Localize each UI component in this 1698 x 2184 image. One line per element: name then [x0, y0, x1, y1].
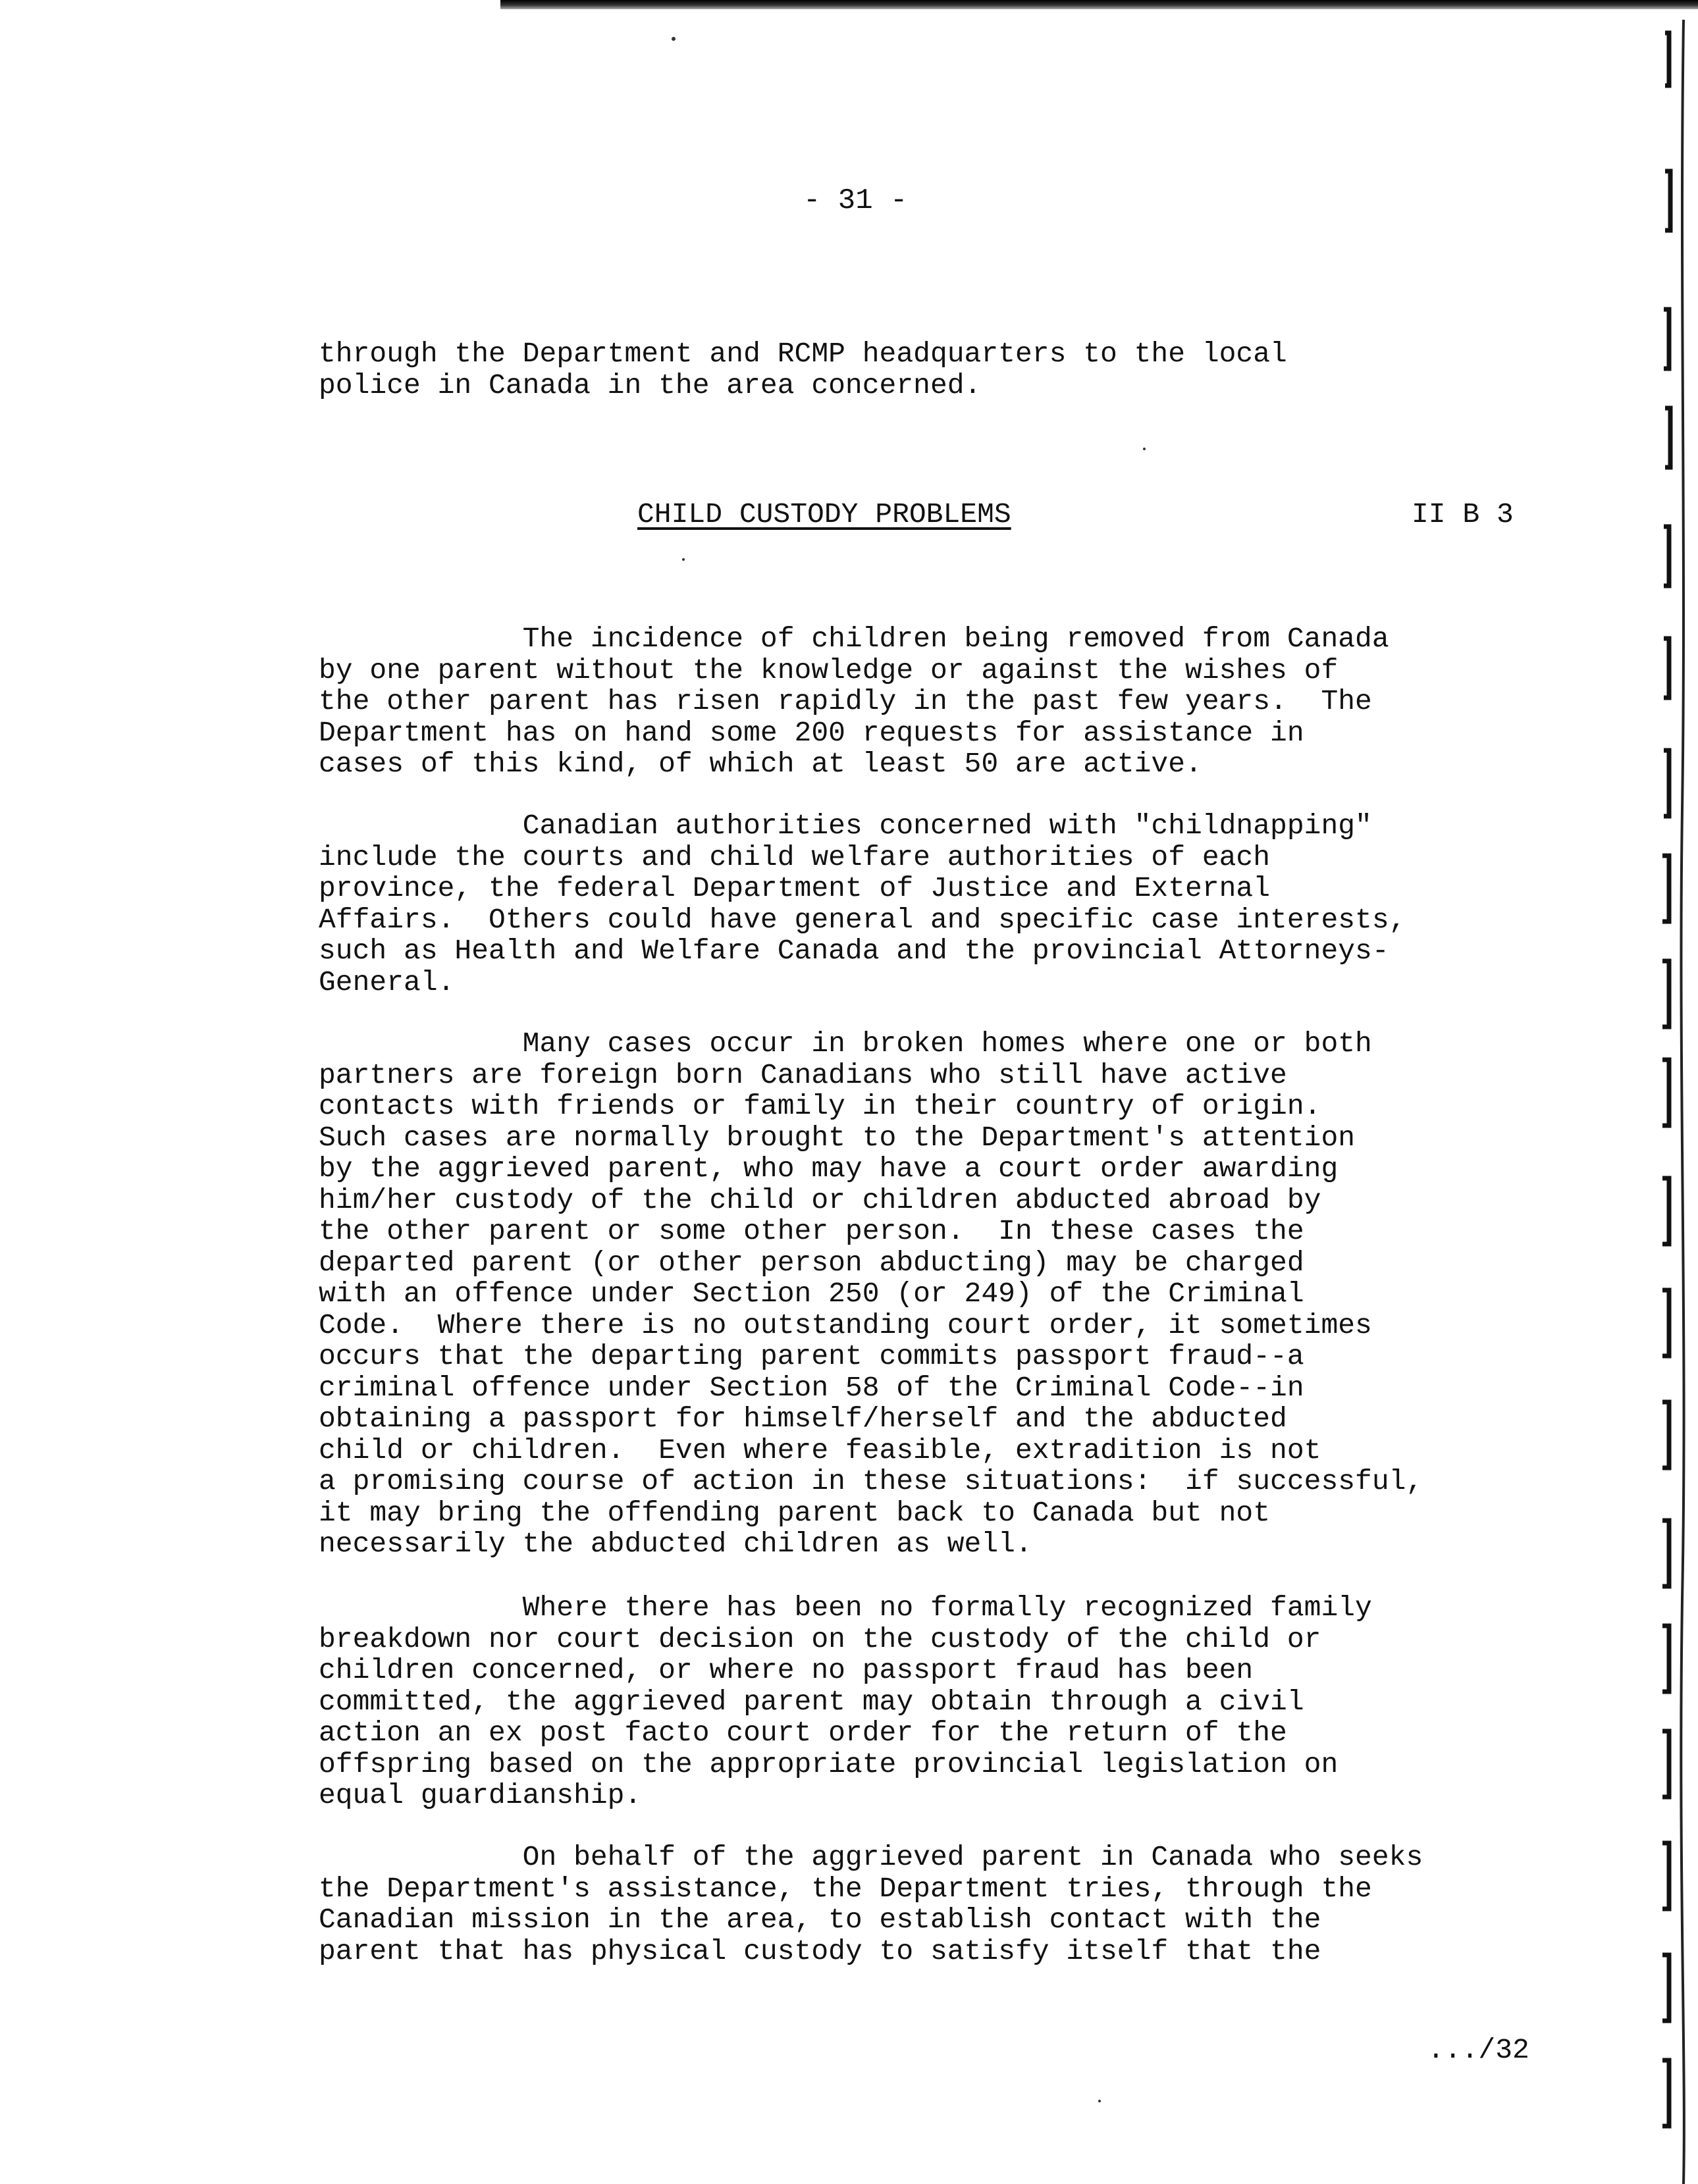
page-number: - 31 - [803, 184, 908, 217]
section-heading: CHILD CUSTODY PROBLEMS [637, 498, 1011, 531]
scan-top-edge [500, 0, 1698, 9]
binding-margin-marks [1606, 20, 1698, 2184]
continued-marker: .../32 [1427, 2034, 1529, 2066]
paragraph-5: On behalf of the aggrieved parent in Canada who seeks the Department's assistance, the Department tries, through the Canadian mission in the area, to establish contact with the parent that has physical custody to satisfy itself that the [319, 1841, 1423, 1967]
paragraph-1: The incidence of children being removed from Canada by one parent without the knowledge or against the wishes of the other parent has risen rapidly in the past few years. The Department has on hand some 200 requests for assistance in cases of this kind, of which at least 50 are active. [319, 623, 1389, 780]
scan-speck [672, 37, 676, 41]
scan-speck [1098, 2100, 1101, 2102]
paragraph-2: Canadian authorities concerned with "childnapping" include the courts and child welfare authorities of each province, the federal Department of Justice and External Affairs. Others could have general and specific case interests, such as Health and Welfare Canada and the provincial Attorneys- General. [319, 810, 1406, 999]
paragraph-4: Where there has been no formally recognized family breakdown nor court decision on the custody of the child or children concerned, or where no passport fraud has been committed, the aggrieved parent may obtain through a civil action an ex post facto court order for the return of the offspring based on the appropriate provincial legislation on equal guardianship. [319, 1592, 1372, 1811]
scan-speck [682, 558, 685, 561]
scan-speck [1143, 448, 1146, 450]
section-code: II B 3 [1412, 498, 1514, 531]
continuation-text: through the Department and RCMP headquarters to the local police in Canada in the area concerned. [319, 338, 1287, 402]
paragraph-3: Many cases occur in broken homes where one or both partners are foreign born Canadians who still have active contacts with friends or family in their country of origin. Such cases are normally brought to the Department's attention by the aggrieved parent, who may have a court order awarding him/her custody of the child or children abducted abroad by the other parent or some other person. In these cases the departed parent (or other person abducting) may be charged with an offence under Section 250 (or 249) of the Criminal Code. Where there is no outstanding court order, it sometimes occurs that the departing parent commits passport fraud--a criminal offence under Section 58 of the Criminal Code--in obtaining a passport for himself/herself and the abducted child or children. Even where feasible, extradition is not a promising course of action in these situations: if successful, it may bring the offending parent back to Canada but not necessarily the abducted children as well. [319, 1027, 1423, 1560]
